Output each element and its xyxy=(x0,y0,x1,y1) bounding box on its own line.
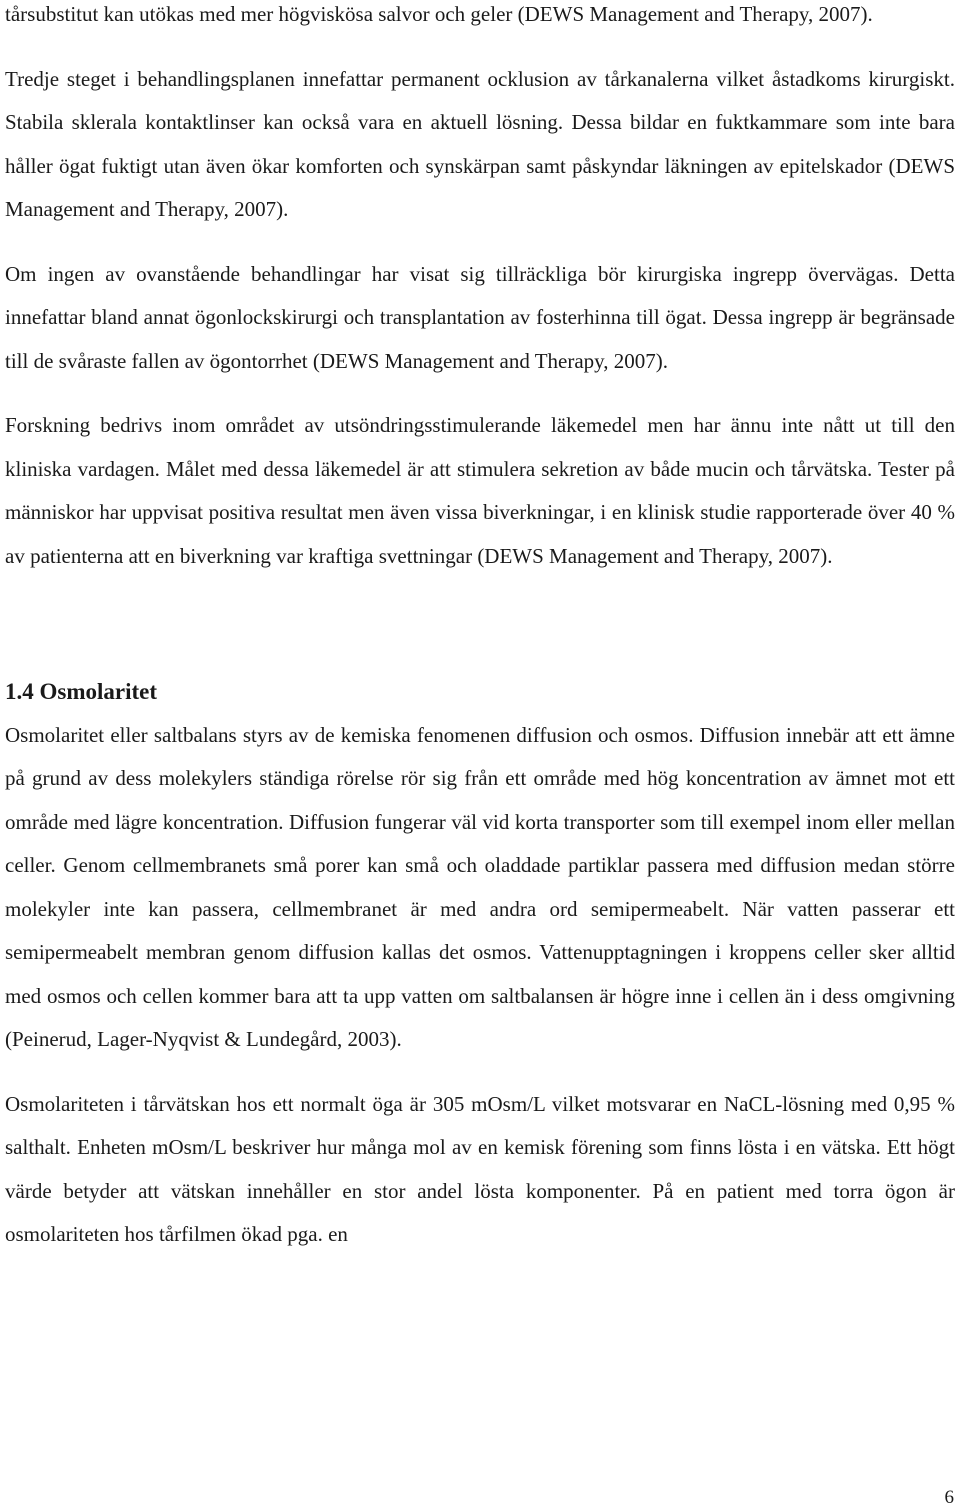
paragraph-osmolariteten-tarvatskan: Osmolariteten i tårvätskan hos ett normalt öga är 305 mOsm/L vilket motsvarar en NaCL-lösning med 0,95 % salthalt. Enheten mOsm/L beskriver hur många mol av en kemisk förening som finns lösta i en vätska. Ett högt värde betyder att vätskan innehåller en stor andel lösta komponenter. På en patient med torra ögon är osmolariteten hos tårfilmen ökad pga. en xyxy=(5,1091,955,1246)
paragraph-tarsubstitut: tårsubstitut kan utökas med mer högviskösa salvor och geler (DEWS Management and Therapy, 2007). xyxy=(5,2,873,26)
paragraph-kirurgiska-ingrepp: Om ingen av ovanstående behandlingar har visat sig tillräckliga bör kirurgiska ingrepp övervägas. Detta innefattar bland annat ögonlockskirurgi och transplantation av fosterhinna till ögat. Dessa ingrepp är begränsade till de svåraste fallen av ögontorrhet (DEWS Management and Therapy, 2007). xyxy=(5,261,955,373)
paragraph-tredje-steget: Tredje steget i behandlingsplanen innefattar permanent ocklusion av tårkanalerna vilket åstadkoms kirurgiskt. Stabila sklerala kontaktlinser kan också vara en aktuell lösning. Dessa bildar en fuktkammare som inte bara håller ögat fuktigt utan även ökar komforten och synskärpan samt påskyndar läkningen av epitelskador (DEWS Management and Therapy, 2007). xyxy=(5,66,955,221)
section-heading: 1.4 Osmolaritet xyxy=(5,679,158,704)
document-page xyxy=(5,0,955,1257)
page-number: 6 xyxy=(944,1487,954,1508)
paragraph-osmolaritet: Osmolaritet eller saltbalans styrs av de kemiska fenomenen diffusion och osmos. Diffusion innebär att ett ämne på grund av dess molekylers ständiga rörelse rör sig från ett område med hög koncentration av ämnet mot ett område med lägre koncentration. Diffusion fungerar väl vid korta transporter som till exempel inom eller mellan celler. Genom cellmembranets små porer kan små och oladdade partiklar passera med diffusion medan större molekyler inte kan passera, cellmembranet är med andra ord semipermeabelt. När vatten passerar ett semipermeabelt membran genom diffusion kallas det osmos. Vattenupptagningen i kroppens celler sker alltid med osmos och cellen kommer bara att ta upp vatten om saltbalansen är högre inne i cellen än i dess omgivning (Peinerud, Lager-Nyqvist & Lundegård, 2003). xyxy=(5,722,955,1051)
paragraph-forskning: Forskning bedrivs inom området av utsöndringsstimulerande läkemedel men har ännu inte nått ut till den kliniska vardagen. Målet med dessa läkemedel är att stimulera sekretion av både mucin och tårvätska. Tester på människor har uppvisat positiva resultat men även vissa biverkningar, i en klinisk studie rapporterade över 40 % av patienterna att en biverkning var kraftiga svettningar (DEWS Management and Therapy, 2007). xyxy=(5,413,955,568)
